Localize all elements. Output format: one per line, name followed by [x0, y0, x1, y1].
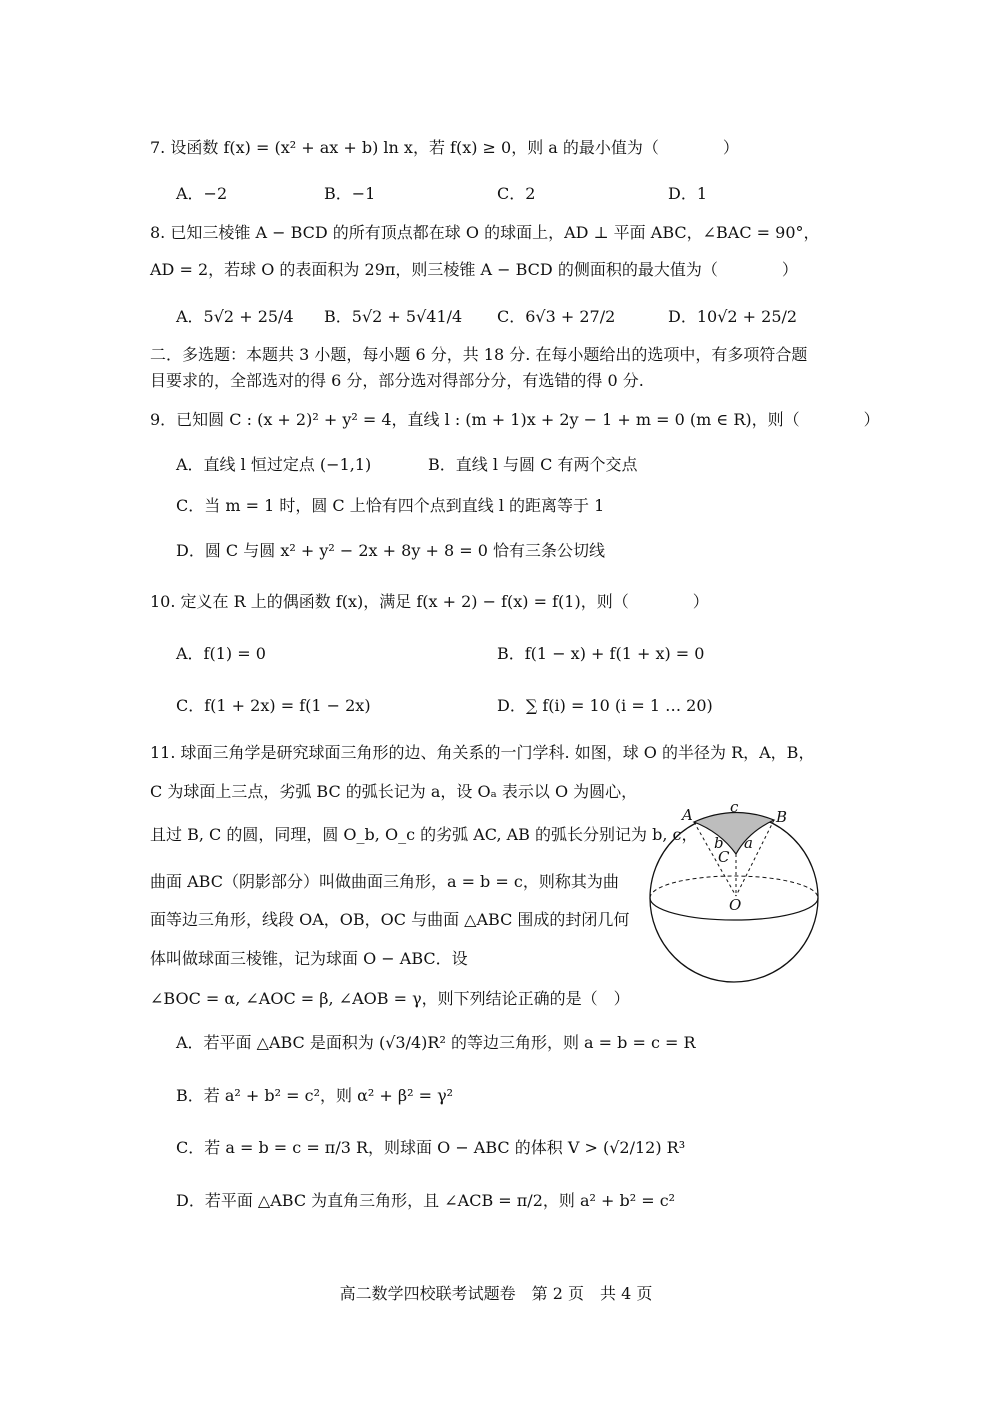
label-arc-a: a	[744, 834, 753, 852]
q11-option-d: D．若平面 △ABC 为直角三角形，且 ∠ACB = π/2，则 a² + b² = c²	[176, 1191, 676, 1210]
q8-stem-line2: AD = 2，若球 O 的表面积为 29π，则三棱锥 A − BCD 的侧面积的最大值为（ ）	[150, 260, 798, 279]
equator-back	[650, 876, 818, 898]
label-arc-c: c	[730, 798, 739, 816]
q8-option-b: B．5√2 + 5√41/4	[324, 307, 463, 326]
q11-line2: C 为球面上三点，劣弧 BC 的弧长记为 a，设 Oₐ 表示以 O 为圆心，	[150, 782, 638, 801]
q11-line6: 体叫做球面三棱锥，记为球面 O − ABC．设	[150, 949, 468, 968]
q11-option-c: C．若 a = b = c = π/3 R，则球面 O − ABC 的体积 V > (√2/12) R³	[176, 1138, 686, 1157]
section2-line1: 二．多选题：本题共 3 小题，每小题 6 分，共 18 分. 在每小题给出的选项中，有多项符合题	[150, 345, 808, 364]
q11-line1: 11. 球面三角学是研究球面三角形的边、角关系的一门学科. 如图，球 O 的半径为 R，A，B，	[150, 743, 815, 762]
q11-line7: ∠BOC = α, ∠AOC = β, ∠AOB = γ，则下列结论正确的是（ ）	[150, 989, 630, 1008]
q11-option-a: A．若平面 △ABC 是面积为 (√3/4)R² 的等边三角形，则 a = b = c = R	[176, 1033, 696, 1052]
q11-line3: 且过 B, C 的圆，同理，圆 O_b, O_c 的劣弧 AC, AB 的弧长分别记为 b, c，	[150, 825, 698, 844]
spherical-triangle-figure	[648, 798, 820, 984]
label-b-point: B	[776, 808, 788, 826]
q8-option-c: C．6√3 + 27/2	[497, 307, 616, 326]
q7-option-c: C．2	[497, 184, 536, 203]
page-footer: 高二数学四校联考试题卷 第 2 页 共 4 页	[339, 1284, 653, 1303]
q10-stem: 10. 定义在 R 上的偶函数 f(x)，满足 f(x + 2) − f(x) = f(1)，则（ ）	[150, 592, 709, 611]
label-arc-b: b	[714, 834, 724, 852]
q8-stem-line1: 8. 已知三棱锥 A − BCD 的所有顶点都在球 O 的球面上，AD ⊥ 平面 ABC，∠BAC = 90°，	[150, 223, 820, 242]
q7-option-a: A．−2	[176, 184, 228, 203]
q9-option-a: A．直线 l 恒过定点 (−1,1)	[176, 455, 372, 474]
q7-option-b: B．−1	[324, 184, 376, 203]
q10-option-d: D．∑ f(i) = 10 (i = 1 … 20)	[497, 696, 713, 715]
curved-triangle-abc	[694, 812, 774, 854]
label-c-point: C	[718, 848, 730, 866]
q10-option-b: B．f(1 − x) + f(1 + x) = 0	[497, 644, 705, 663]
q9-option-d: D．圆 C 与圆 x² + y² − 2x + 8y + 8 = 0 恰有三条公切线	[176, 541, 605, 560]
q9-option-b: B．直线 l 与圆 C 有两个交点	[428, 455, 638, 474]
q10-option-a: A．f(1) = 0	[176, 644, 266, 663]
q8-option-a: A．5√2 + 25/4	[176, 307, 294, 326]
section2-line2: 目要求的，全部选对的得 6 分，部分选对得部分分，有选错的得 0 分.	[150, 371, 644, 390]
q7-option-d: D．1	[668, 184, 708, 203]
q7-stem: 7. 设函数 f(x) = (x² + ax + b) ln x，若 f(x) ≥ 0，则 a 的最小值为（ ）	[150, 138, 739, 157]
q11-line4: 曲面 ABC（阴影部分）叫做曲面三角形，a = b = c，则称其为曲	[150, 872, 619, 891]
q11-line5: 面等边三角形，线段 OA，OB，OC 与曲面 △ABC 围成的封闭几何	[150, 910, 630, 929]
q9-option-c: C．当 m = 1 时，圆 C 上恰有四个点到直线 l 的距离等于 1	[176, 496, 605, 515]
q8-option-d: D．10√2 + 25/2	[668, 307, 798, 326]
label-o-point: O	[729, 896, 742, 914]
q11-option-b: B．若 a² + b² = c²，则 α² + β² = γ²	[176, 1086, 454, 1105]
q10-option-c: C．f(1 + 2x) = f(1 − 2x)	[176, 696, 371, 715]
label-a-point: A	[682, 806, 693, 824]
q9-stem: 9．已知圆 C : (x + 2)² + y² = 4，直线 l : (m + 1)x + 2y − 1 + m = 0 (m ∈ R)，则（ ）	[150, 410, 880, 429]
